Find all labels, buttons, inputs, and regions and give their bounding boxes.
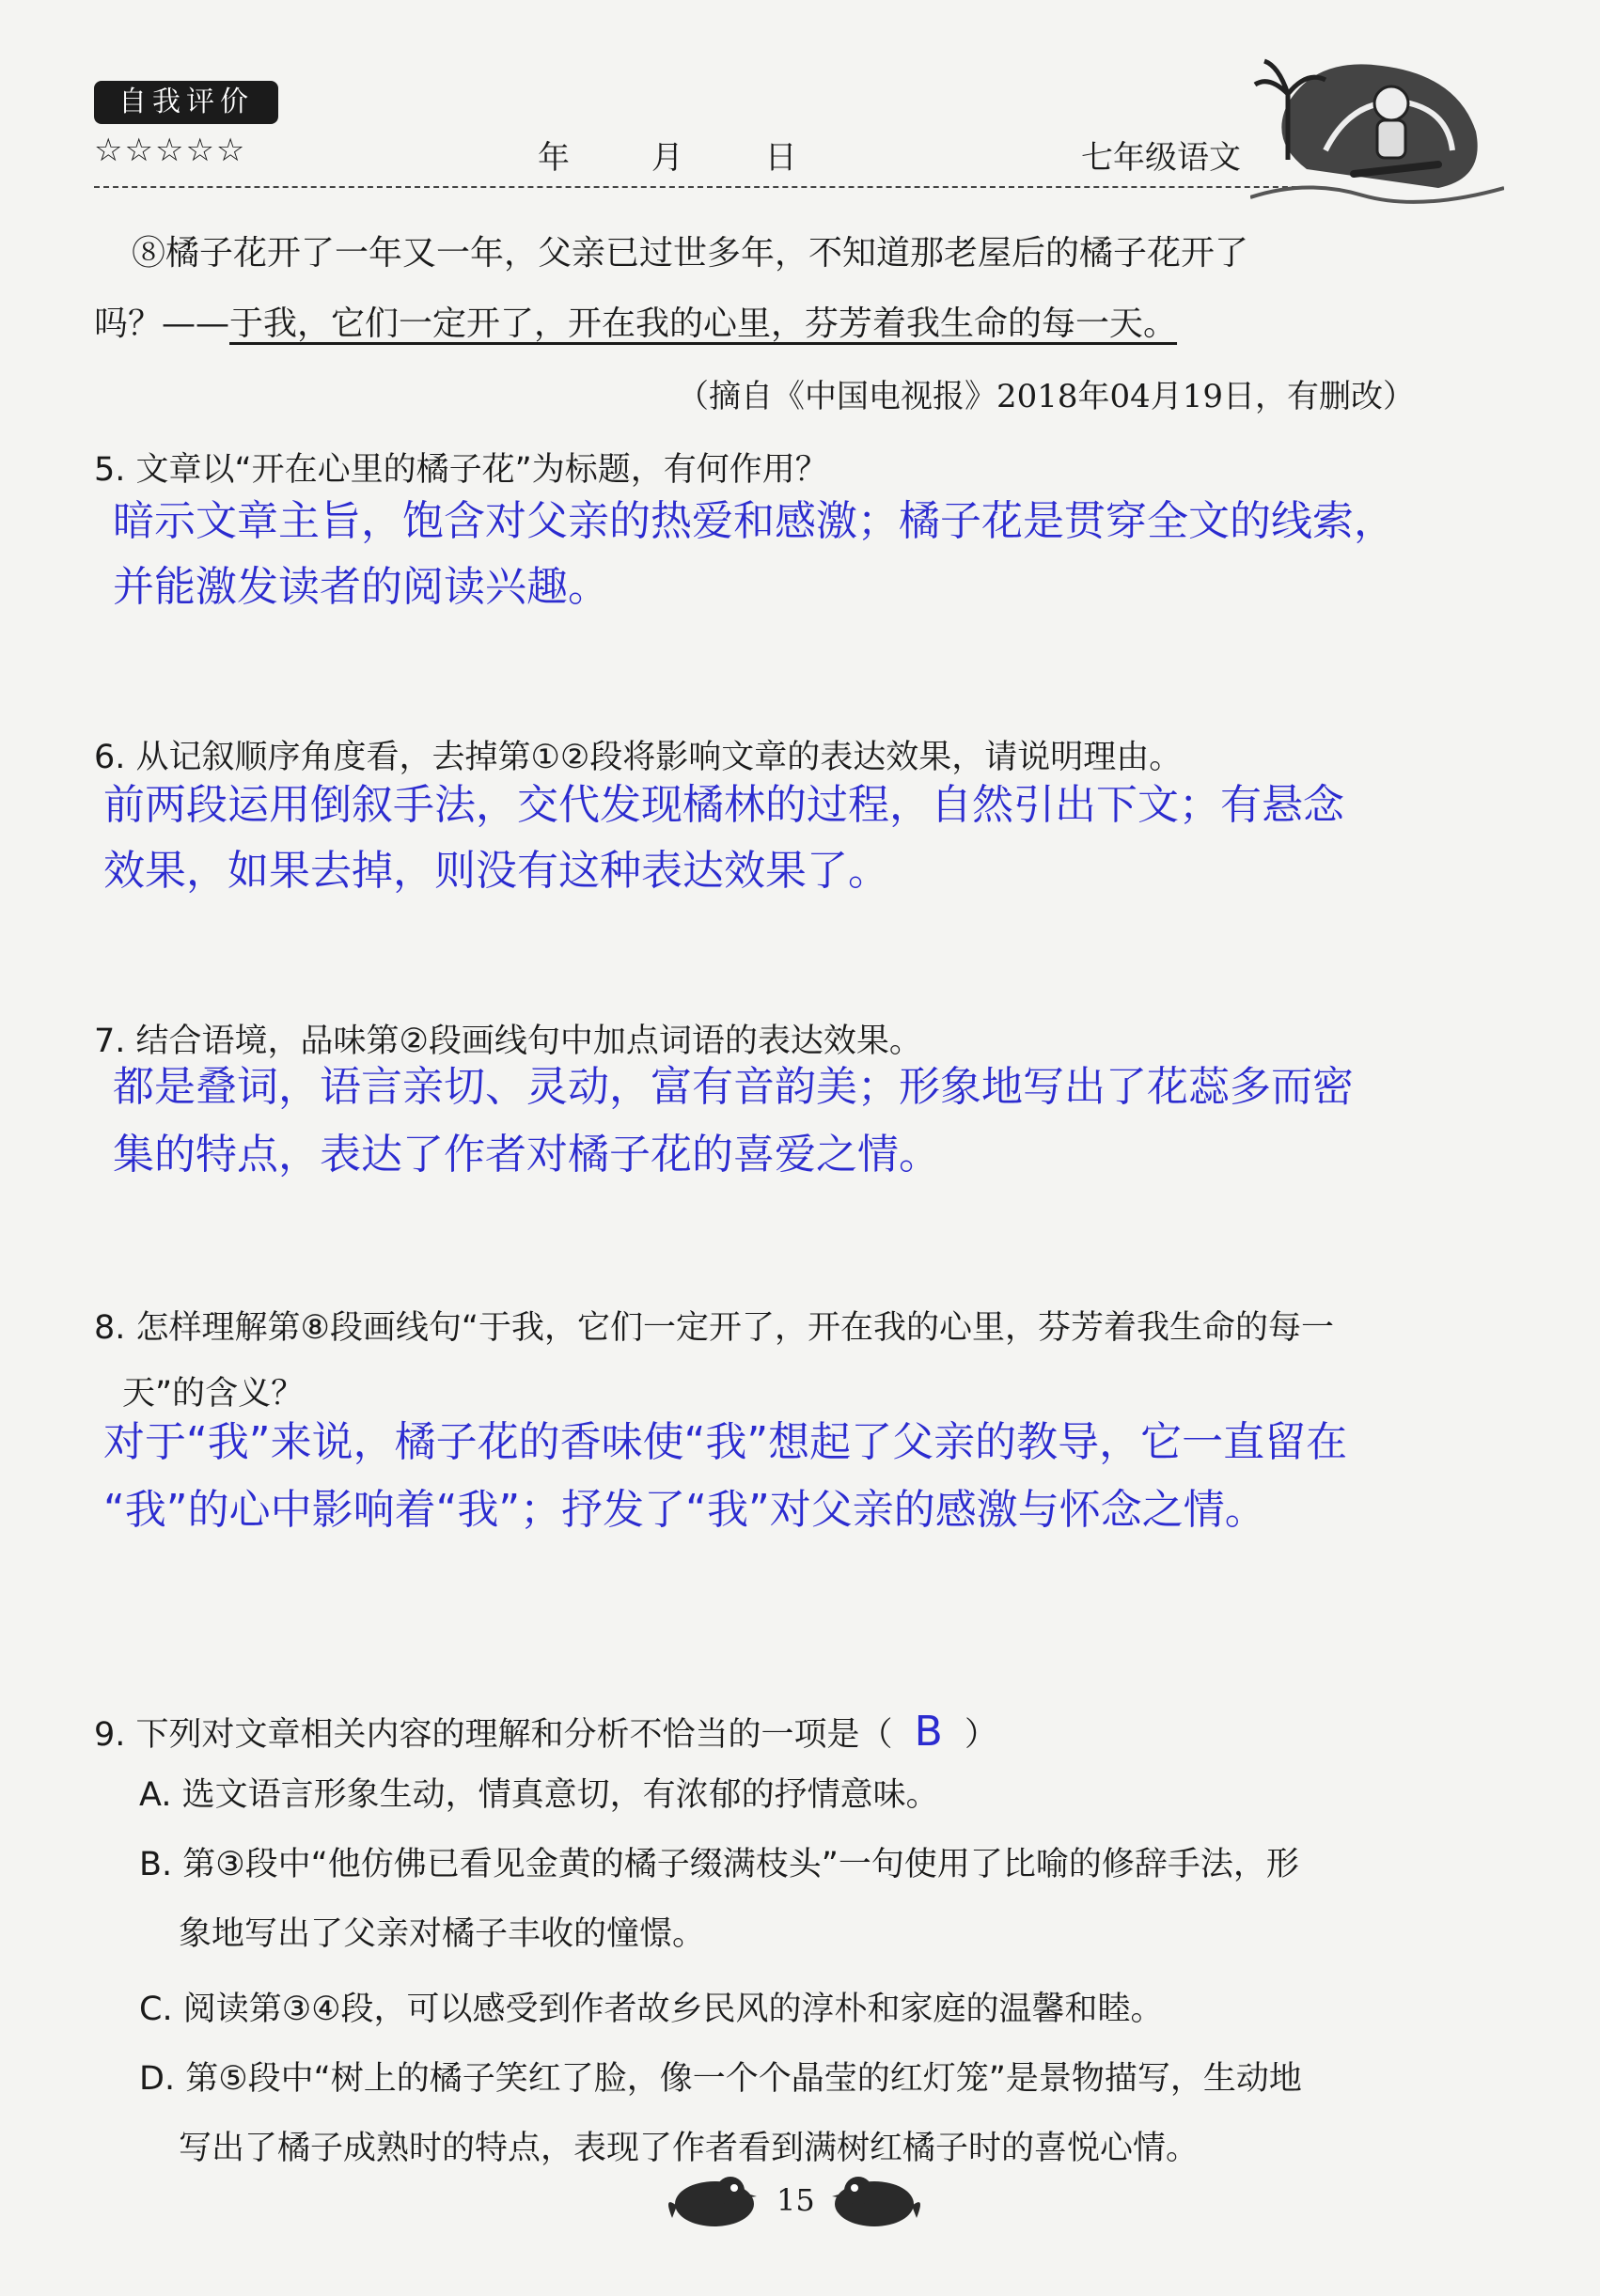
option-c: C. 阅读第③④段，可以感受到作者故乡民风的淳朴和家庭的温馨和睦。 — [139, 1991, 1164, 2028]
source-citation: （摘自《中国电视报》2018年04月19日，有删改） — [677, 378, 1416, 415]
surfer-illustration — [1250, 38, 1504, 207]
month-label: 月 — [651, 139, 683, 177]
rating-stars: ☆☆☆☆☆ — [94, 132, 247, 169]
self-evaluation-badge: 自我评价 — [94, 81, 278, 124]
header-divider — [94, 186, 1316, 188]
option-d-line2: 写出了橘子成熟时的特点，表现了作者看到满树红橘子时的喜悦心情。 — [179, 2130, 1200, 2167]
question-8-line2: 天”的含义？ — [122, 1375, 305, 1413]
answer-8-line2: “我”的心中影响着“我”；抒发了“我”对父亲的感激与怀念之情。 — [103, 1486, 1266, 1534]
option-a: A. 选文语言形象生动，情真意切，有浓郁的抒情意味。 — [139, 1776, 939, 1814]
bird-right-icon — [827, 2166, 926, 2232]
question-5: 5. 文章以“开在心里的橘子花”为标题，有何作用？ — [94, 451, 828, 489]
answer-8-line1: 对于“我”来说，橘子花的香味使“我”想起了父亲的教导，它一直留在 — [103, 1418, 1348, 1466]
day-label: 日 — [764, 139, 797, 177]
question-9-answer: B — [914, 1708, 943, 1756]
answer-5-line1: 暗示文章主旨，饱含对父亲的热爱和感激；橘子花是贯穿全文的线索， — [113, 497, 1395, 545]
option-d-line1: D. 第⑤段中“树上的橘子笑红了脸，像一个个晶莹的红灯笼”是景物描写，生动地 — [139, 2060, 1302, 2098]
question-6: 6. 从记叙顺序角度看，去掉第①②段将影响文章的表达效果，请说明理由。 — [94, 739, 1183, 776]
question-9-stem: 9. 下列对文章相关内容的理解和分析不恰当的一项是（ — [94, 1716, 893, 1754]
option-b-line1: B. 第③段中“他仿佛已看见金黄的橘子缀满枝头”一句使用了比喻的修辞手法，形 — [139, 1846, 1299, 1883]
date-fields — [538, 132, 869, 178]
answer-6-line1: 前两段运用倒叙手法，交代发现橘林的过程，自然引出下文；有悬念 — [103, 781, 1344, 829]
question-7: 7. 结合语境，品味第②段画线句中加点词语的表达效果。 — [94, 1023, 922, 1060]
question-9 — [94, 1699, 997, 1765]
subject-label: 七年级语文 — [1081, 139, 1241, 177]
answer-6-line2: 效果，如果去掉，则没有这种表达效果了。 — [103, 847, 889, 895]
answer-5-line2: 并能激发读者的阅读兴趣。 — [113, 563, 609, 611]
para-8-prefix: 吗？—— — [94, 305, 230, 343]
para-8-line2 — [94, 287, 1177, 362]
year-label: 年 — [538, 139, 570, 177]
answer-7-line2: 集的特点，表达了作者对橘子花的喜爱之情。 — [113, 1131, 940, 1179]
bird-left-icon — [663, 2166, 761, 2232]
para-8-underlined-sentence: 于我，它们一定开了，开在我的心里，芬芳着我生命的每一天。 — [229, 305, 1178, 343]
question-9-close: ） — [965, 1716, 998, 1754]
para-8-line1: ⑧橘子花开了一年又一年，父亲已过世多年，不知道那老屋后的橘子花开了 — [132, 234, 1249, 273]
page-number: 15 — [776, 2182, 815, 2218]
question-8-line1: 8. 怎样理解第⑧段画线句“于我，它们一定开了，开在我的心里，芬芳着我生命的每一 — [94, 1309, 1335, 1347]
answer-7-line1: 都是叠词，语言亲切、灵动，富有音韵美；形象地写出了花蕊多而密 — [113, 1063, 1354, 1111]
option-b-line2: 象地写出了父亲对橘子丰收的憧憬。 — [179, 1915, 706, 1953]
